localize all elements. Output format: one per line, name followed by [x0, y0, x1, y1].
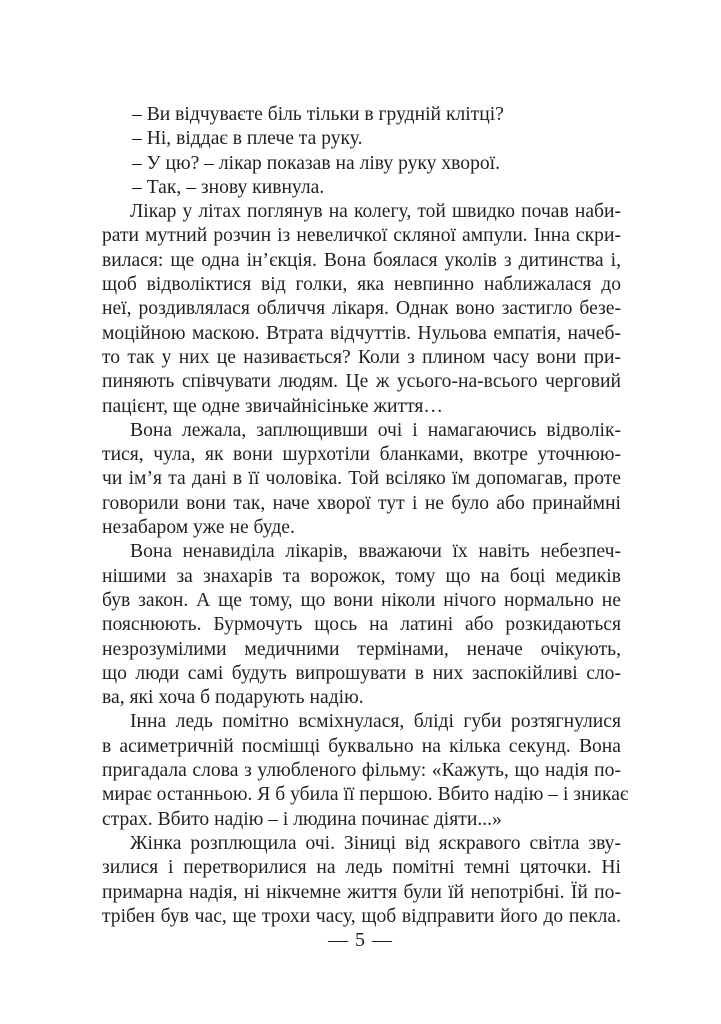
paragraph-line: рати мутний розчин із невеличкої скляної ампули. Інна скри- — [102, 225, 621, 247]
paragraph-line: в асиметричній посмішці буквально на кілька секунд. Вона — [102, 735, 621, 757]
page-number: — 5 — — [328, 929, 393, 951]
paragraph-line: Жінка розплющила очі. Зіниці від яскравого світла зву- — [130, 832, 621, 854]
paragraph-line: чи ім’я та дані в її чоловіка. Той всіляко їм допомагав, проте — [102, 468, 621, 490]
paragraph-line: Лікар у літах поглянув на колегу, той швидко почав наби- — [130, 201, 621, 223]
paragraph-line: примарна надія, ні нікчемне життя були їй непотрібні. Їй по- — [102, 881, 621, 903]
paragraph-line: вилася: ще одна ін’єкція. Вона боялася уколів з дитинства і, — [102, 249, 621, 271]
paragraph-line: неї, роздивлялася обличчя лікаря. Однак воно застигло безе- — [102, 298, 621, 320]
paragraph-line: страх. Вбито надію – і людина починає діяти...» — [102, 808, 502, 830]
paragraph-line: мирає останньою. Я б убила її першою. Вбито надію – і зникає — [102, 784, 629, 806]
paragraph-line: пацієнт, ще одне звичайнісіньке життя… — [102, 395, 443, 417]
paragraph-line: щоб відволіктися від голки, яка невпинно наближалася до — [102, 274, 621, 296]
paragraph-line: тися, чула, як вони шурхотіли бланками, вкотре уточнюю- — [102, 444, 621, 466]
paragraph-line: незрозумілими медичними термінами, неначе очікують, — [102, 638, 621, 660]
dialogue-line: – У цю? – лікар показав на ліву руку хворої. — [132, 152, 501, 174]
dialogue-line: – Ні, віддає в плече та руку. — [132, 128, 363, 150]
paragraph-line: зилися і перетворилися на ледь помітні темні цяточки. Ні — [102, 857, 621, 879]
dialogue-line: – Так, – знову кивнула. — [132, 176, 325, 198]
body-text — [102, 103, 629, 929]
paragraph-line: говорили вони так, наче хворої тут і не було або принаймні — [102, 492, 621, 514]
paragraph-line: що люди самі будуть випрошувати в них заспокійливі сло- — [102, 662, 621, 684]
dialogue-line: – Ви відчуваєте біль тільки в грудній клітці? — [132, 104, 504, 125]
paragraph-line: то так у них це називається? Коли з плином часу вони при- — [102, 346, 621, 368]
paragraph-line: незабаром уже не буде. — [102, 517, 295, 539]
paragraph-line: моційною маскою. Втрата відчуттів. Нульова емпатія, начеб- — [102, 322, 621, 344]
paragraph-line: був закон. А ще тому, що вони ніколи нічого нормально не — [102, 589, 621, 611]
paragraph-line: Вона ненавиділа лікарів, вважаючи їх навіть небезпеч- — [130, 541, 621, 563]
paragraph-line: ва, які хоча б подарують надію. — [102, 687, 364, 709]
paragraph-line: нішими за знахарів та ворожок, тому що на боці медиків — [102, 565, 621, 587]
paragraph-line: пояснюють. Бурмочуть щось на латині або розкидаються — [102, 614, 621, 636]
paragraph-line: трібен був час, ще трохи часу, щоб відправити його до пекла. — [102, 905, 621, 927]
paragraph-line: пиняють співчувати людям. Це ж усього-на-всього черговий — [102, 371, 621, 393]
paragraph-line: Інна ледь помітно всміхнулася, бліді губи розтягнулися — [130, 711, 621, 733]
paragraph-line: пригадала слова з улюбленого фільму: «Кажуть, що надія по- — [102, 760, 621, 782]
paragraph-line: Вона лежала, заплющивши очі і намагаючись відволік- — [130, 419, 621, 441]
